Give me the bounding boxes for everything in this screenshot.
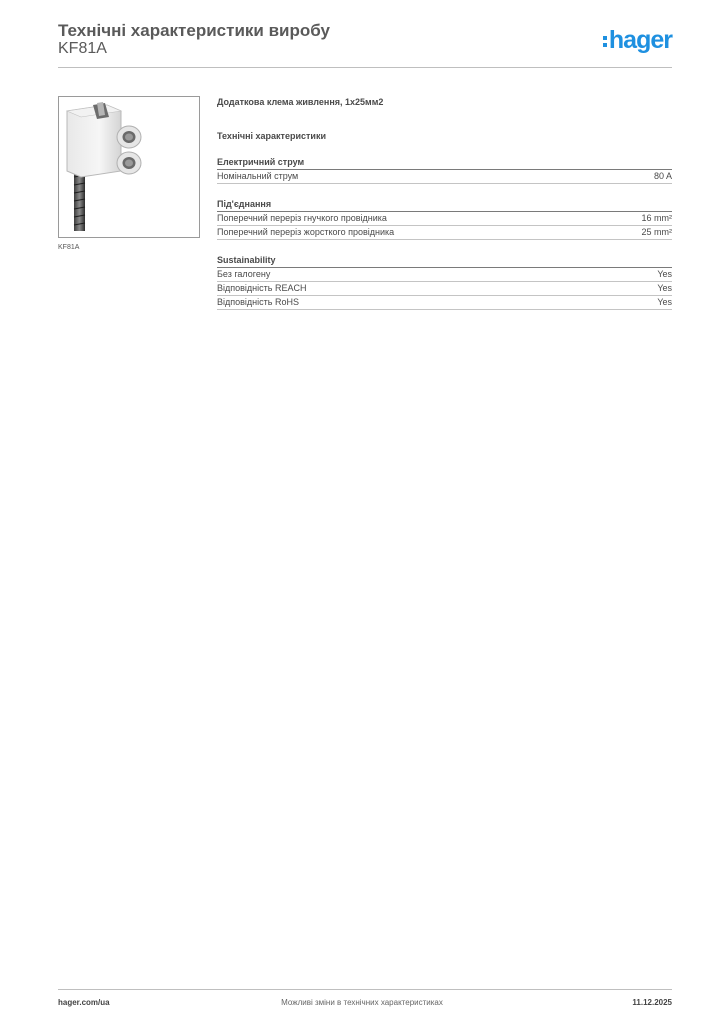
footer-notice: Можливі зміни в технічних характеристиках (281, 998, 443, 1007)
spec-label: Відповідність REACH (217, 283, 307, 293)
footer-date: 11.12.2025 (632, 998, 672, 1007)
spec-label: Відповідність RoHS (217, 297, 299, 307)
spec-value: Yes (657, 283, 672, 293)
spec-heading: Технічні характеристики (217, 131, 326, 141)
footer-divider (58, 989, 672, 990)
spec-value: Yes (657, 269, 672, 279)
spec-label: Поперечний переріз жорсткого провідника (217, 227, 395, 237)
spec-group-sustainability (217, 254, 672, 310)
spec-group-connection (217, 198, 672, 240)
logo-dots-icon (603, 33, 607, 50)
product-description: Додаткова клема живлення, 1x25мм2 (217, 97, 384, 107)
footer-website-link[interactable]: hager.com/ua (58, 998, 110, 1007)
spec-value: 16 mm² (641, 213, 672, 223)
group-title: Sustainability (217, 254, 672, 268)
spec-label: Поперечний переріз гнучкого провідника (217, 213, 387, 223)
image-caption: KF81A (58, 244, 80, 251)
page-title: Технічні характеристики виробу (58, 21, 330, 40)
spec-row (217, 226, 672, 240)
spec-value: 80 A (653, 171, 672, 181)
spec-value: 25 mm² (641, 227, 672, 237)
spec-section (217, 96, 672, 310)
spec-row (217, 268, 672, 282)
product-code: KF81A (58, 40, 107, 57)
product-image (58, 96, 200, 238)
spec-row (217, 212, 672, 226)
group-title: Під'єднання (217, 198, 672, 212)
spec-value: Yes (657, 297, 672, 307)
spec-row (217, 170, 672, 184)
spec-row (217, 282, 672, 296)
logo-text: hager (608, 26, 672, 54)
hager-logo (603, 28, 672, 53)
terminal-block-image (59, 97, 199, 237)
spec-row (217, 296, 672, 310)
spec-label: Без галогену (217, 269, 271, 279)
spec-label: Номінальний струм (217, 171, 299, 181)
group-title: Електричний струм (217, 156, 672, 170)
header-divider (58, 67, 672, 68)
spec-group-electric-current (217, 156, 672, 184)
